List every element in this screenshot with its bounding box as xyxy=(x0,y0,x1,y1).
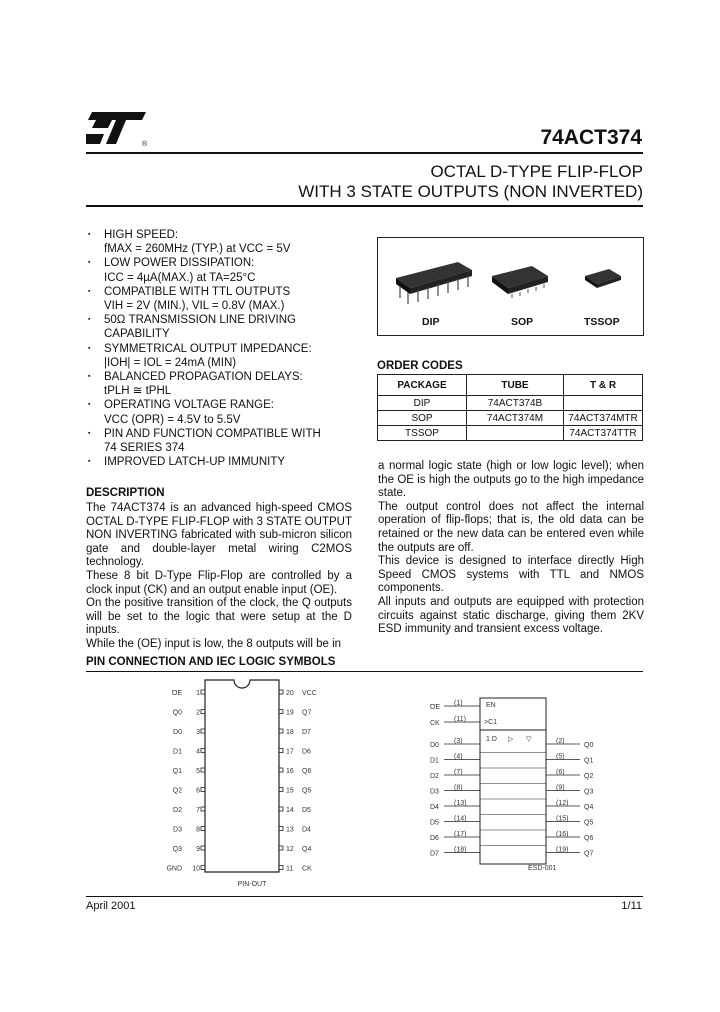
pin-label: Q5 xyxy=(302,787,312,795)
description-heading: DESCRIPTION xyxy=(86,487,165,499)
svg-text:>C1: >C1 xyxy=(484,719,498,726)
iec-input-label: D3 xyxy=(430,788,439,796)
iec-pin-number: (7) xyxy=(454,769,463,776)
pin-number: 19 xyxy=(286,709,294,717)
sop-package-icon xyxy=(488,262,552,300)
description-paragraph: All inputs and outputs are equipped with protection circuits against static discharge, giving them 2KV ESD immunity and transient excess voltage. xyxy=(378,595,644,636)
feature-item: ▪ PIN AND FUNCTION COMPATIBLE WITH 74 SERIES 374 xyxy=(86,427,356,455)
pin-label: Q3 xyxy=(172,846,182,853)
svg-text:®: ® xyxy=(142,141,148,148)
iec-input-label: D7 xyxy=(430,850,439,858)
table-cell: 74ACT374TTR xyxy=(564,426,643,441)
iec-pin-number: (6) xyxy=(556,769,565,776)
pin-stub xyxy=(201,768,205,772)
pin-stub xyxy=(279,827,283,831)
pin-stub xyxy=(279,807,283,811)
pin-label: GND xyxy=(166,865,182,873)
pin-section-rule xyxy=(86,671,643,672)
footer-date: April 2001 xyxy=(86,900,136,912)
header-rule xyxy=(86,152,643,154)
svg-text:▷: ▷ xyxy=(508,736,514,743)
iec-input-label: D5 xyxy=(430,819,439,827)
iec-input-label: D6 xyxy=(430,835,439,842)
iec-output-label: Q4 xyxy=(584,804,594,811)
pin-label: Q1 xyxy=(172,768,182,775)
pin-label: Q7 xyxy=(302,709,312,717)
pin-label: D5 xyxy=(302,807,311,814)
pin-number: 3 xyxy=(196,729,200,736)
st-logo xyxy=(86,108,152,148)
pin-stub xyxy=(279,690,283,694)
description-left xyxy=(86,502,352,652)
description-right xyxy=(378,460,644,637)
pin-number: 17 xyxy=(286,748,294,756)
iec-pin-number: (19) xyxy=(556,846,569,854)
pin-number: 16 xyxy=(286,768,294,775)
pin-label: OE xyxy=(171,690,182,697)
pin-label: D6 xyxy=(302,748,311,756)
pin-number: 10 xyxy=(192,865,200,873)
iec-logic-symbol xyxy=(420,694,605,874)
iec-output-label: Q7 xyxy=(584,850,594,858)
iec-output-label: Q5 xyxy=(584,819,594,827)
iec-pin-number: (11) xyxy=(454,716,466,723)
table-row xyxy=(378,411,643,426)
pin-label: Q4 xyxy=(302,846,312,853)
table-cell: 74ACT374MTR xyxy=(564,411,643,426)
iec-output-label: Q3 xyxy=(584,788,594,796)
pin-stub xyxy=(201,710,205,714)
pin-stub xyxy=(279,866,283,870)
feature-item: ▪ HIGH SPEED: fMAX = 260MHz (TYP.) at VCC = 5V xyxy=(86,228,356,256)
iec-pin-number: (9) xyxy=(556,784,565,792)
iec-output-label: Q6 xyxy=(584,835,594,842)
pin-number: 9 xyxy=(196,846,200,853)
pin-number: 7 xyxy=(196,807,200,814)
pin-stub xyxy=(201,807,205,811)
pin-number: 11 xyxy=(286,865,294,873)
pin-number: 2 xyxy=(196,709,200,717)
pin-stub xyxy=(201,690,205,694)
pin-label: D2 xyxy=(173,807,182,814)
pin-number: 20 xyxy=(286,690,294,697)
pin-section-heading: PIN CONNECTION AND IEC LOGIC SYMBOLS xyxy=(86,656,336,668)
pin-stub xyxy=(201,749,205,753)
pin-number: 12 xyxy=(286,846,294,853)
pin-label: D0 xyxy=(173,729,182,736)
iec-pin-number: (2) xyxy=(556,738,565,745)
iec-pin-number: (16) xyxy=(556,831,569,838)
table-cell: SOP xyxy=(378,411,467,426)
table-cell: TSSOP xyxy=(378,426,467,441)
pin-stub xyxy=(279,710,283,714)
table-cell xyxy=(467,426,564,441)
description-paragraph: These 8 bit D-Type Flip-Flop are controlled by a clock input (CK) and an output enable input (OE). xyxy=(86,569,352,596)
description-paragraph: This device is designed to interface directly High Speed CMOS systems with TTL and NMOS components. xyxy=(378,555,644,595)
feature-list xyxy=(86,228,356,469)
pin-number: 13 xyxy=(286,826,294,834)
iec-pin-number: (5) xyxy=(556,753,565,761)
iec-pin-number: (8) xyxy=(454,784,463,792)
pin-stub xyxy=(279,788,283,792)
pin-label: D3 xyxy=(173,826,182,834)
sop-label: SOP xyxy=(511,316,534,328)
footer-rule xyxy=(86,896,643,897)
pin-number: 8 xyxy=(196,826,200,834)
svg-text:ESD-001: ESD-001 xyxy=(528,865,557,872)
iec-input-label: D4 xyxy=(430,804,439,811)
pin-number: 1 xyxy=(196,690,200,697)
footer-page: 1/11 xyxy=(621,900,642,912)
iec-pin-number: (4) xyxy=(454,753,463,761)
description-paragraph: The output control does not affect the internal operation of flip-flops; that is, the old data can be retained or the new data can be entered even while the outputs are off. xyxy=(378,500,644,554)
svg-text:EN: EN xyxy=(486,702,496,709)
st-logo-icon xyxy=(86,108,152,148)
column-header: PACKAGE xyxy=(378,375,467,396)
pin-number: 15 xyxy=(286,787,294,795)
table-header-row xyxy=(378,375,643,396)
feature-item: ▪ BALANCED PROPAGATION DELAYS: tPLH ≅ tPHL xyxy=(86,370,356,398)
iec-pin-number: (18) xyxy=(454,846,467,854)
feature-item: ▪ OPERATING VOLTAGE RANGE: VCC (OPR) = 4.5V to 5.5V xyxy=(86,398,356,426)
package-box xyxy=(377,237,644,336)
feature-item: ▪ 50Ω TRANSMISSION LINE DRIVING CAPABILITY xyxy=(86,313,356,341)
pin-number: 14 xyxy=(286,807,294,814)
table-cell: 74ACT374B xyxy=(467,396,564,411)
pin-stub xyxy=(279,768,283,772)
pin-label: VCC xyxy=(302,690,317,697)
subtitle-2: WITH 3 STATE OUTPUTS (NON INVERTED) xyxy=(298,182,643,201)
order-codes-table xyxy=(377,374,643,441)
subtitle-1: OCTAL D-TYPE FLIP-FLOP xyxy=(430,162,643,181)
pin-stub xyxy=(201,788,205,792)
pin-label: CK xyxy=(302,865,312,873)
svg-text:PIN-OUT: PIN-OUT xyxy=(237,881,267,888)
feature-item: ▪ LOW POWER DISSIPATION: ICC = 4µA(MAX.) at TA=25°C xyxy=(86,256,356,284)
iec-pin-number: (13) xyxy=(454,800,467,807)
pin-label: D4 xyxy=(302,826,311,834)
feature-item: ▪ IMPROVED LATCH-UP IMMUNITY xyxy=(86,455,356,469)
iec-pin-number: (3) xyxy=(454,738,463,745)
column-header: TUBE xyxy=(467,375,564,396)
svg-text:▽: ▽ xyxy=(526,736,532,743)
pin-stub xyxy=(279,846,283,850)
pin-number: 5 xyxy=(196,768,200,775)
iec-output-label: Q0 xyxy=(584,742,594,749)
iec-input-label: D1 xyxy=(430,757,439,765)
pin-stub xyxy=(201,827,205,831)
tssop-package-icon xyxy=(583,266,623,292)
column-header: T & R xyxy=(564,375,643,396)
pin-stub xyxy=(201,729,205,733)
pin-stub xyxy=(279,729,283,733)
pin-label: Q0 xyxy=(172,709,182,717)
subtitle-rule xyxy=(86,205,643,207)
iec-pin-number: (17) xyxy=(454,831,467,838)
table-cell: 74ACT374M xyxy=(467,411,564,426)
dip-label: DIP xyxy=(422,316,440,328)
pin-label: Q2 xyxy=(172,787,182,795)
iec-pin-number: (14) xyxy=(454,815,467,823)
svg-text:1 D: 1 D xyxy=(486,736,497,743)
table-row xyxy=(378,426,643,441)
iec-input-label: D2 xyxy=(430,773,439,780)
pin-stub xyxy=(279,749,283,753)
pin-label: D1 xyxy=(173,748,182,756)
pin-label: Q6 xyxy=(302,768,312,775)
dip-package-icon xyxy=(388,256,478,306)
description-paragraph: a normal logic state (high or low logic level); when the OE is high the outputs go to the high impedance state. xyxy=(378,460,644,500)
description-paragraph: On the positive transition of the clock, the Q outputs will be set to the logic that were setup at the D inputs. xyxy=(86,597,352,637)
pin-number: 4 xyxy=(196,748,200,756)
iec-output-label: Q2 xyxy=(584,773,594,780)
pin-label: D7 xyxy=(302,729,311,736)
iec-pin-number: (15) xyxy=(556,815,569,823)
iec-input-label: D0 xyxy=(430,742,439,749)
pin-connection-diagram xyxy=(160,676,330,891)
iec-pin-number: (12) xyxy=(556,800,569,807)
pin-number: 6 xyxy=(196,787,200,795)
order-codes-heading: ORDER CODES xyxy=(377,360,463,372)
description-paragraph: The 74ACT374 is an advanced high-speed CMOS OCTAL D-TYPE FLIP-FLOP with 3 STATE OUTPUT NON INVERTING fabricated with sub-micron silicon gate and double-layer metal wiring C2MOS technology. xyxy=(86,502,352,569)
pin-number: 18 xyxy=(286,729,294,736)
feature-item: ▪ COMPATIBLE WITH TTL OUTPUTS VIH = 2V (MIN.), VIL = 0.8V (MAX.) xyxy=(86,285,356,313)
pin-stub xyxy=(201,846,205,850)
table-cell: DIP xyxy=(378,396,467,411)
part-number: 74ACT374 xyxy=(540,126,642,149)
tssop-label: TSSOP xyxy=(584,316,620,328)
iec-output-label: Q1 xyxy=(584,757,594,765)
iec-input-label: CK xyxy=(430,720,440,727)
description-paragraph: While the (OE) input is low, the 8 outputs will be in xyxy=(86,637,342,650)
table-row xyxy=(378,396,643,411)
iec-input-label: OE xyxy=(430,704,441,711)
pin-stub xyxy=(201,866,205,870)
table-cell xyxy=(564,396,643,411)
iec-pin-number: (1) xyxy=(454,700,463,707)
feature-item: ▪ SYMMETRICAL OUTPUT IMPEDANCE: |IOH| = IOL = 24mA (MIN) xyxy=(86,342,356,370)
